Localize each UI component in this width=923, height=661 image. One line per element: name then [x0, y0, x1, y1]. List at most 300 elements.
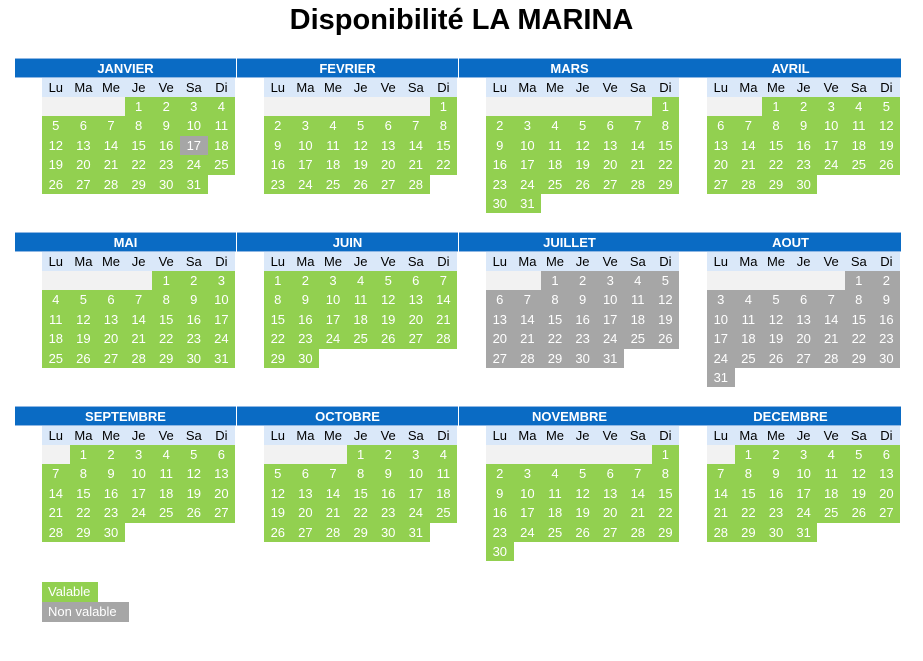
day-cell[interactable]: 17: [208, 310, 236, 329]
day-cell[interactable]: 22: [652, 155, 680, 174]
day-cell[interactable]: 18: [845, 136, 873, 155]
day-cell[interactable]: 20: [208, 484, 236, 503]
day-cell[interactable]: 10: [292, 136, 320, 155]
day-cell[interactable]: 29: [125, 175, 153, 194]
day-cell[interactable]: 2: [292, 271, 320, 290]
day-cell[interactable]: 3: [514, 464, 542, 483]
day-cell[interactable]: 21: [624, 503, 652, 522]
day-cell[interactable]: 29: [652, 523, 680, 542]
day-cell[interactable]: 10: [125, 464, 153, 483]
day-cell[interactable]: 14: [319, 484, 347, 503]
day-cell[interactable]: 14: [514, 310, 542, 329]
day-cell[interactable]: 27: [208, 503, 236, 522]
day-cell[interactable]: 4: [42, 290, 70, 309]
day-cell[interactable]: 26: [347, 175, 375, 194]
day-cell[interactable]: 18: [347, 310, 375, 329]
day-cell[interactable]: 19: [42, 155, 70, 174]
day-cell[interactable]: 30: [873, 349, 901, 368]
day-cell[interactable]: 15: [762, 136, 790, 155]
day-cell[interactable]: 14: [735, 136, 763, 155]
day-cell[interactable]: 8: [347, 464, 375, 483]
day-cell[interactable]: 11: [319, 136, 347, 155]
day-cell[interactable]: 8: [70, 464, 98, 483]
day-cell[interactable]: 6: [97, 290, 125, 309]
day-cell[interactable]: 29: [652, 175, 680, 194]
day-cell[interactable]: 13: [596, 136, 624, 155]
day-cell[interactable]: 12: [569, 136, 597, 155]
day-cell[interactable]: 27: [486, 349, 514, 368]
day-cell[interactable]: 27: [402, 329, 430, 348]
day-cell[interactable]: 10: [790, 464, 818, 483]
day-cell[interactable]: 28: [514, 349, 542, 368]
day-cell[interactable]: 11: [42, 310, 70, 329]
day-cell[interactable]: 28: [402, 175, 430, 194]
day-cell[interactable]: 21: [319, 503, 347, 522]
day-cell[interactable]: 9: [292, 290, 320, 309]
day-cell[interactable]: 4: [735, 290, 763, 309]
day-cell[interactable]: 28: [817, 349, 845, 368]
day-cell[interactable]: 22: [652, 503, 680, 522]
day-cell[interactable]: 10: [514, 136, 542, 155]
day-cell[interactable]: 15: [70, 484, 98, 503]
day-cell[interactable]: 6: [873, 445, 901, 464]
day-cell[interactable]: 7: [430, 271, 458, 290]
day-cell[interactable]: 5: [374, 271, 402, 290]
day-cell[interactable]: 20: [790, 329, 818, 348]
day-cell[interactable]: 2: [873, 271, 901, 290]
day-cell[interactable]: 31: [514, 194, 542, 213]
day-cell[interactable]: 12: [347, 136, 375, 155]
day-cell[interactable]: 13: [97, 310, 125, 329]
day-cell[interactable]: 6: [208, 445, 236, 464]
day-cell[interactable]: 15: [264, 310, 292, 329]
day-cell[interactable]: 24: [180, 155, 208, 174]
day-cell[interactable]: 20: [374, 155, 402, 174]
day-cell[interactable]: 24: [514, 523, 542, 542]
day-cell[interactable]: 20: [873, 484, 901, 503]
day-cell[interactable]: 27: [596, 175, 624, 194]
day-cell[interactable]: 19: [569, 503, 597, 522]
day-cell[interactable]: 26: [652, 329, 680, 348]
day-cell[interactable]: 28: [42, 523, 70, 542]
day-cell[interactable]: 28: [125, 349, 153, 368]
day-cell[interactable]: 8: [125, 116, 153, 135]
day-cell[interactable]: 27: [596, 523, 624, 542]
day-cell[interactable]: 21: [624, 155, 652, 174]
day-cell[interactable]: 23: [790, 155, 818, 174]
day-cell[interactable]: 16: [152, 136, 180, 155]
day-cell[interactable]: 17: [514, 503, 542, 522]
day-cell[interactable]: 17: [596, 310, 624, 329]
day-cell[interactable]: 22: [845, 329, 873, 348]
day-cell[interactable]: 1: [845, 271, 873, 290]
day-cell[interactable]: 12: [845, 464, 873, 483]
day-cell[interactable]: 18: [735, 329, 763, 348]
day-cell[interactable]: 15: [152, 310, 180, 329]
day-cell[interactable]: 28: [624, 175, 652, 194]
day-cell[interactable]: 8: [541, 290, 569, 309]
day-cell[interactable]: 9: [180, 290, 208, 309]
day-cell[interactable]: 11: [347, 290, 375, 309]
day-cell[interactable]: 30: [486, 542, 514, 561]
day-cell[interactable]: 11: [845, 116, 873, 135]
day-cell[interactable]: 4: [817, 445, 845, 464]
day-cell[interactable]: 21: [402, 155, 430, 174]
day-cell[interactable]: 19: [569, 155, 597, 174]
day-cell[interactable]: 19: [347, 155, 375, 174]
day-cell[interactable]: 3: [514, 116, 542, 135]
day-cell[interactable]: 20: [97, 329, 125, 348]
day-cell[interactable]: 13: [208, 464, 236, 483]
day-cell[interactable]: 14: [125, 310, 153, 329]
day-cell[interactable]: 17: [292, 155, 320, 174]
day-cell[interactable]: 2: [180, 271, 208, 290]
day-cell[interactable]: 18: [152, 484, 180, 503]
day-cell[interactable]: 28: [624, 523, 652, 542]
day-cell[interactable]: 29: [152, 349, 180, 368]
day-cell[interactable]: 8: [762, 116, 790, 135]
day-cell[interactable]: 17: [402, 484, 430, 503]
day-cell[interactable]: 25: [208, 155, 236, 174]
day-cell[interactable]: 30: [790, 175, 818, 194]
day-cell[interactable]: 19: [374, 310, 402, 329]
day-cell[interactable]: 6: [707, 116, 735, 135]
day-cell[interactable]: 13: [707, 136, 735, 155]
day-cell[interactable]: 1: [430, 97, 458, 116]
day-cell[interactable]: 25: [541, 175, 569, 194]
day-cell[interactable]: 23: [873, 329, 901, 348]
day-cell[interactable]: 10: [596, 290, 624, 309]
day-cell[interactable]: 20: [596, 155, 624, 174]
day-cell[interactable]: 17: [514, 155, 542, 174]
day-cell[interactable]: 29: [70, 523, 98, 542]
day-cell[interactable]: 11: [541, 484, 569, 503]
day-cell[interactable]: 6: [486, 290, 514, 309]
day-cell[interactable]: 6: [402, 271, 430, 290]
day-cell[interactable]: 10: [707, 310, 735, 329]
day-cell[interactable]: 15: [652, 136, 680, 155]
day-cell[interactable]: 31: [180, 175, 208, 194]
day-cell[interactable]: 5: [569, 464, 597, 483]
day-cell[interactable]: 16: [264, 155, 292, 174]
day-cell[interactable]: 22: [347, 503, 375, 522]
day-cell[interactable]: 25: [541, 523, 569, 542]
day-cell[interactable]: 19: [762, 329, 790, 348]
day-cell[interactable]: 15: [430, 136, 458, 155]
day-cell[interactable]: 27: [873, 503, 901, 522]
day-cell[interactable]: 13: [873, 464, 901, 483]
day-cell[interactable]: 21: [125, 329, 153, 348]
day-cell[interactable]: 24: [707, 349, 735, 368]
day-cell[interactable]: 3: [125, 445, 153, 464]
day-cell[interactable]: 16: [292, 310, 320, 329]
day-cell[interactable]: 16: [97, 484, 125, 503]
day-cell[interactable]: 27: [374, 175, 402, 194]
day-cell[interactable]: 6: [374, 116, 402, 135]
day-cell[interactable]: 22: [541, 329, 569, 348]
day-cell[interactable]: 9: [374, 464, 402, 483]
day-cell[interactable]: 31: [402, 523, 430, 542]
day-cell[interactable]: 14: [42, 484, 70, 503]
day-cell[interactable]: 4: [347, 271, 375, 290]
day-cell[interactable]: 27: [97, 349, 125, 368]
day-cell[interactable]: 10: [319, 290, 347, 309]
day-cell[interactable]: 18: [541, 503, 569, 522]
day-cell[interactable]: 28: [97, 175, 125, 194]
day-cell[interactable]: 22: [152, 329, 180, 348]
day-cell[interactable]: 14: [402, 136, 430, 155]
day-cell[interactable]: 2: [569, 271, 597, 290]
day-cell[interactable]: 5: [347, 116, 375, 135]
day-cell[interactable]: 16: [486, 503, 514, 522]
day-cell[interactable]: 19: [873, 136, 901, 155]
day-cell[interactable]: 11: [735, 310, 763, 329]
day-cell[interactable]: 1: [541, 271, 569, 290]
day-cell[interactable]: 2: [486, 464, 514, 483]
day-cell[interactable]: 7: [624, 464, 652, 483]
day-cell[interactable]: 26: [762, 349, 790, 368]
day-cell[interactable]: 7: [42, 464, 70, 483]
day-cell[interactable]: 23: [762, 503, 790, 522]
day-cell[interactable]: 19: [845, 484, 873, 503]
day-cell[interactable]: 1: [125, 97, 153, 116]
day-cell[interactable]: 4: [319, 116, 347, 135]
day-cell[interactable]: 12: [374, 290, 402, 309]
day-cell[interactable]: 6: [70, 116, 98, 135]
day-cell[interactable]: 15: [347, 484, 375, 503]
day-cell[interactable]: 8: [652, 464, 680, 483]
day-cell[interactable]: 20: [70, 155, 98, 174]
day-cell[interactable]: 9: [264, 136, 292, 155]
day-cell[interactable]: 12: [762, 310, 790, 329]
day-cell[interactable]: 10: [402, 464, 430, 483]
day-cell[interactable]: 13: [486, 310, 514, 329]
day-cell[interactable]: 30: [486, 194, 514, 213]
day-cell[interactable]: 17: [125, 484, 153, 503]
day-cell[interactable]: 24: [596, 329, 624, 348]
day-cell[interactable]: 9: [873, 290, 901, 309]
day-cell[interactable]: 29: [347, 523, 375, 542]
day-cell[interactable]: 5: [264, 464, 292, 483]
day-cell[interactable]: 13: [292, 484, 320, 503]
day-cell[interactable]: 4: [541, 116, 569, 135]
day-cell[interactable]: 18: [42, 329, 70, 348]
day-cell[interactable]: 20: [292, 503, 320, 522]
day-cell[interactable]: 24: [292, 175, 320, 194]
day-cell[interactable]: 22: [70, 503, 98, 522]
day-cell[interactable]: 22: [430, 155, 458, 174]
day-cell[interactable]: 17: [817, 136, 845, 155]
day-cell[interactable]: 22: [125, 155, 153, 174]
day-cell[interactable]: 16: [790, 136, 818, 155]
day-cell[interactable]: 3: [319, 271, 347, 290]
day-cell[interactable]: 3: [402, 445, 430, 464]
day-cell[interactable]: 13: [402, 290, 430, 309]
day-cell[interactable]: 21: [42, 503, 70, 522]
day-cell[interactable]: 31: [790, 523, 818, 542]
day-cell[interactable]: 7: [817, 290, 845, 309]
day-cell[interactable]: 13: [374, 136, 402, 155]
day-cell[interactable]: 19: [264, 503, 292, 522]
day-cell[interactable]: 21: [707, 503, 735, 522]
day-cell[interactable]: 26: [180, 503, 208, 522]
day-cell[interactable]: 7: [97, 116, 125, 135]
day-cell[interactable]: 21: [817, 329, 845, 348]
day-cell[interactable]: 25: [347, 329, 375, 348]
day-cell[interactable]: 1: [652, 445, 680, 464]
day-cell[interactable]: 29: [762, 175, 790, 194]
day-cell[interactable]: 13: [70, 136, 98, 155]
day-cell[interactable]: 25: [845, 155, 873, 174]
day-cell[interactable]: 9: [486, 484, 514, 503]
day-cell[interactable]: 8: [845, 290, 873, 309]
day-cell[interactable]: 8: [430, 116, 458, 135]
day-cell[interactable]: 5: [180, 445, 208, 464]
day-cell[interactable]: 14: [624, 484, 652, 503]
day-cell[interactable]: 15: [125, 136, 153, 155]
day-cell[interactable]: 9: [152, 116, 180, 135]
day-cell[interactable]: 24: [402, 503, 430, 522]
day-cell[interactable]: 21: [735, 155, 763, 174]
day-cell[interactable]: 7: [707, 464, 735, 483]
day-cell[interactable]: 7: [125, 290, 153, 309]
day-cell[interactable]: 10: [817, 116, 845, 135]
day-cell[interactable]: 1: [735, 445, 763, 464]
day-cell[interactable]: 20: [486, 329, 514, 348]
day-cell[interactable]: 7: [735, 116, 763, 135]
day-cell[interactable]: 8: [152, 290, 180, 309]
day-cell[interactable]: 26: [264, 523, 292, 542]
day-cell[interactable]: 18: [208, 136, 236, 155]
day-cell[interactable]: 20: [707, 155, 735, 174]
day-cell[interactable]: 17: [790, 484, 818, 503]
day-cell[interactable]: 13: [790, 310, 818, 329]
day-cell[interactable]: 18: [624, 310, 652, 329]
day-cell[interactable]: 14: [624, 136, 652, 155]
day-cell[interactable]: 8: [652, 116, 680, 135]
day-cell[interactable]: 22: [735, 503, 763, 522]
day-cell[interactable]: 27: [707, 175, 735, 194]
day-cell[interactable]: 2: [374, 445, 402, 464]
day-cell[interactable]: 11: [817, 464, 845, 483]
day-cell[interactable]: 16: [762, 484, 790, 503]
day-cell[interactable]: 25: [152, 503, 180, 522]
day-cell[interactable]: 3: [208, 271, 236, 290]
day-cell[interactable]: 26: [873, 155, 901, 174]
day-cell[interactable]: 25: [735, 349, 763, 368]
day-cell[interactable]: 23: [292, 329, 320, 348]
day-cell[interactable]: 1: [152, 271, 180, 290]
day-cell[interactable]: 24: [208, 329, 236, 348]
day-cell[interactable]: 23: [97, 503, 125, 522]
day-cell[interactable]: 24: [319, 329, 347, 348]
day-cell[interactable]: 2: [152, 97, 180, 116]
day-cell[interactable]: 21: [97, 155, 125, 174]
day-cell[interactable]: 5: [569, 116, 597, 135]
day-cell[interactable]: 4: [624, 271, 652, 290]
day-cell[interactable]: 28: [707, 523, 735, 542]
day-cell[interactable]: 6: [596, 464, 624, 483]
day-cell[interactable]: 24: [514, 175, 542, 194]
day-cell[interactable]: 16: [180, 310, 208, 329]
day-cell[interactable]: 23: [152, 155, 180, 174]
day-cell[interactable]: 16: [486, 155, 514, 174]
day-cell[interactable]: 23: [180, 329, 208, 348]
day-cell[interactable]: 8: [735, 464, 763, 483]
day-cell[interactable]: 14: [97, 136, 125, 155]
day-cell[interactable]: 11: [208, 116, 236, 135]
day-cell[interactable]: 9: [569, 290, 597, 309]
day-cell[interactable]: 24: [790, 503, 818, 522]
day-cell[interactable]: 9: [97, 464, 125, 483]
day-cell[interactable]: 22: [264, 329, 292, 348]
day-cell[interactable]: 9: [762, 464, 790, 483]
day-cell[interactable]: 5: [873, 97, 901, 116]
day-cell[interactable]: 2: [486, 116, 514, 135]
day-cell[interactable]: 6: [596, 116, 624, 135]
day-cell[interactable]: 7: [624, 116, 652, 135]
day-cell[interactable]: 3: [790, 445, 818, 464]
day-cell[interactable]: 12: [70, 310, 98, 329]
day-cell[interactable]: 6: [790, 290, 818, 309]
day-cell[interactable]: 14: [430, 290, 458, 309]
day-cell[interactable]: 2: [790, 97, 818, 116]
day-cell[interactable]: 26: [569, 175, 597, 194]
day-cell[interactable]: 3: [817, 97, 845, 116]
day-cell[interactable]: 11: [152, 464, 180, 483]
day-cell[interactable]: 30: [569, 349, 597, 368]
day-cell[interactable]: 11: [624, 290, 652, 309]
day-cell[interactable]: 12: [873, 116, 901, 135]
day-cell[interactable]: 30: [374, 523, 402, 542]
day-cell[interactable]: 25: [624, 329, 652, 348]
day-cell[interactable]: 15: [541, 310, 569, 329]
day-cell[interactable]: 10: [180, 116, 208, 135]
day-cell[interactable]: 4: [208, 97, 236, 116]
day-cell[interactable]: 12: [652, 290, 680, 309]
day-cell[interactable]: 15: [845, 310, 873, 329]
day-cell[interactable]: 31: [208, 349, 236, 368]
day-cell[interactable]: 5: [762, 290, 790, 309]
day-cell[interactable]: 25: [430, 503, 458, 522]
day-cell[interactable]: 25: [42, 349, 70, 368]
day-cell[interactable]: 5: [70, 290, 98, 309]
day-cell[interactable]: 21: [514, 329, 542, 348]
day-cell[interactable]: 29: [264, 349, 292, 368]
day-cell[interactable]: 19: [70, 329, 98, 348]
day-cell[interactable]: 16: [873, 310, 901, 329]
day-cell[interactable]: 11: [541, 136, 569, 155]
day-cell[interactable]: 7: [402, 116, 430, 135]
day-cell[interactable]: 30: [292, 349, 320, 368]
day-cell[interactable]: 31: [596, 349, 624, 368]
day-cell[interactable]: 28: [430, 329, 458, 348]
day-cell[interactable]: 21: [430, 310, 458, 329]
day-cell[interactable]: 1: [264, 271, 292, 290]
day-cell[interactable]: 23: [486, 523, 514, 542]
day-cell[interactable]: 18: [541, 155, 569, 174]
day-cell[interactable]: 12: [569, 484, 597, 503]
day-cell[interactable]: 23: [569, 329, 597, 348]
day-cell[interactable]: 16: [569, 310, 597, 329]
day-cell[interactable]: 25: [817, 503, 845, 522]
day-cell[interactable]: 13: [596, 484, 624, 503]
day-cell[interactable]: 26: [374, 329, 402, 348]
day-cell[interactable]: 6: [292, 464, 320, 483]
day-cell[interactable]: 18: [430, 484, 458, 503]
day-cell[interactable]: 2: [264, 116, 292, 135]
day-cell[interactable]: 27: [70, 175, 98, 194]
